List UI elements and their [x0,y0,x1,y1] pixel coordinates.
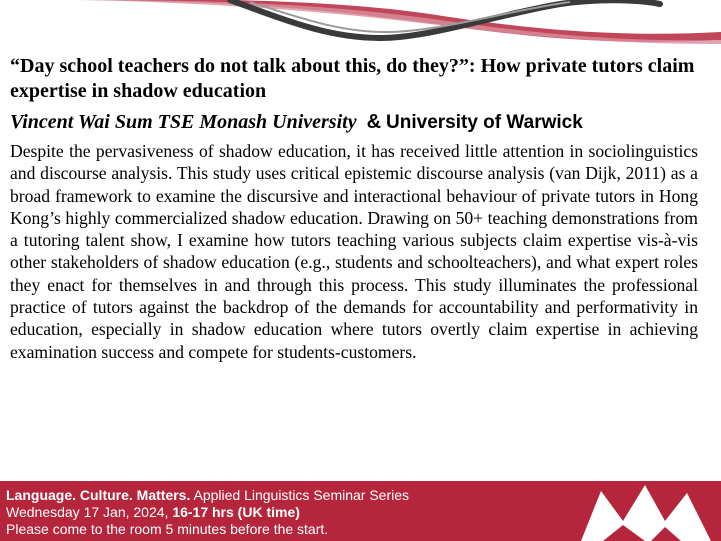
seminar-series-line [6,487,409,504]
affiliation-conjunction: & [366,111,382,133]
university-w-logo [561,481,721,541]
event-time: 16-17 hrs (UK time) [172,504,300,520]
series-name: Language. Culture. Matters. [6,487,191,503]
date-line [6,504,409,521]
series-description: Applied Linguistics Seminar Series [190,487,410,503]
speaker-name: Vincent Wai Sum TSE Monash University [10,111,357,133]
event-date: Wednesday 17 Jan, 2024, [6,504,173,520]
footer-banner [0,481,721,541]
abstract-text: Despite the pervasiveness of shadow education, it has received little attention in sociolinguistics and discourse analysis. This study uses critical epistemic discourse analysis (van Dijk, 2011) as a broad framework to examine the discursive and interactional behaviour of private tutors in Hong Kong’s highly commercialized shadow education. Drawing on 50+ teaching demonstrations from a tutoring talent show, I examine how tutors teaching various subjects claim expertise vis-à-vis other stakeholders of shadow education (e.g., students and schoolteachers), and what expert roles they enact for themselves in and through this process. This study illuminates the professional practice of tutors against the backdrop of the demands for accountability and performativity in education, especially in shadow education where tutors overtly claim expertise in achieving examination success and compete for students-customers. [10,141,698,362]
speaker-line [10,109,716,136]
footer-text [6,487,409,538]
logo-w-shape [581,485,711,541]
swoosh-decoration [0,0,721,55]
second-affiliation: University of Warwick [386,112,583,133]
talk-title: “Day school teachers do not talk about this, do they?”: How private tutors claim expertise in shadow education [10,55,695,102]
arrival-note: Please come to the room 5 minutes before the start. [6,521,329,537]
